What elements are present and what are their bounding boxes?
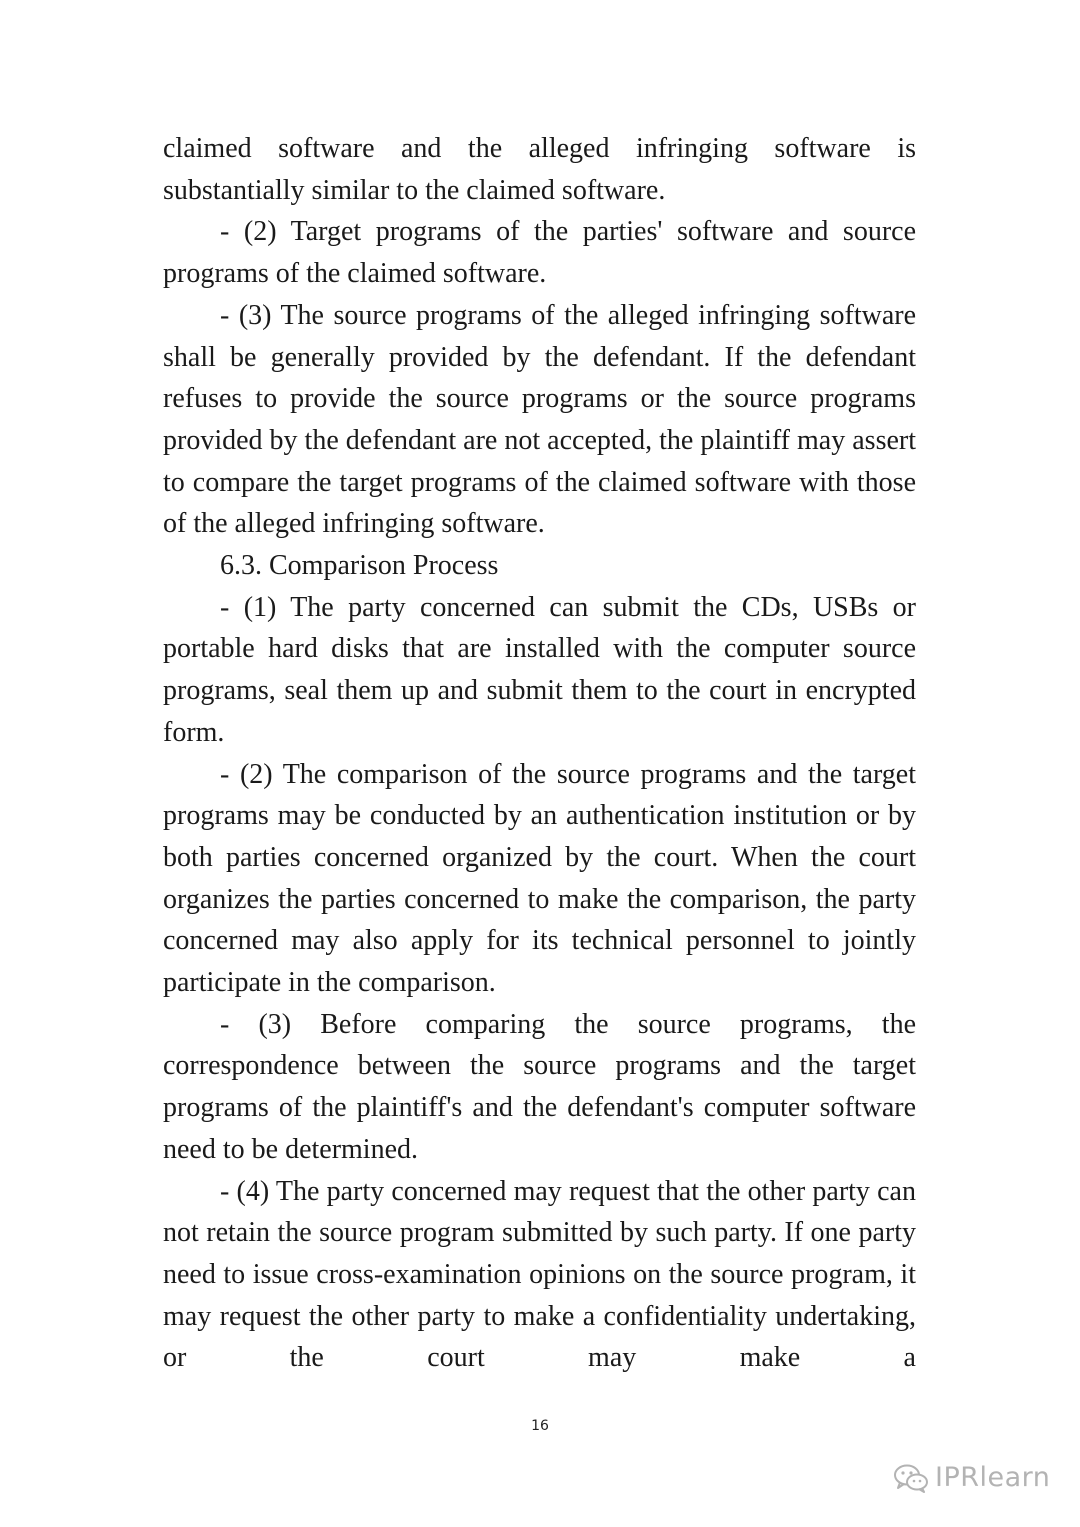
page-number: 16	[531, 1418, 549, 1434]
watermark-text: IPRlearn	[935, 1462, 1051, 1493]
paragraph-item-2-comparison: - (2) The comparison of the source programs and the target programs may be conducted by an authentication institution or by both parties concerned organized by the court. When the court organizes the parties concerned to make the comparison, the party concerned may also apply for its technical personnel to jointly participate in the comparison.	[163, 758, 916, 999]
wechat-icon	[893, 1463, 929, 1493]
paragraph-item-4-confidentiality: - (4) The party concerned may request that the other party can not retain the source program submitted by such party. If one party need to issue cross-examination opinions on the source program, it may request the other party to make a confidentiality undertaking, or the court may make a	[163, 1175, 916, 1374]
paragraph-item-3-correspondence: - (3) Before comparing the source programs, the correspondence between the source programs and the target programs of the plaintiff's and the defendant's computer software need to be determined.	[163, 1008, 916, 1165]
document-body	[163, 128, 916, 1379]
paragraph-continuation: claimed software and the alleged infringing software is substantially similar to the claimed software.	[163, 133, 916, 206]
section-heading-comparison-process: 6.3. Comparison Process	[220, 550, 499, 582]
paragraph-item-2-target-programs: - (2) Target programs of the parties' software and source programs of the claimed software.	[163, 216, 916, 290]
paragraph-item-3-source-programs: - (3) The source programs of the alleged infringing software shall be generally provided by the defendant. If the defendant refuses to provide the source programs or the source programs provided by the defendant are not accepted, the plaintiff may assert to compare the target programs of the claimed software with those of the alleged infringing software.	[163, 299, 916, 540]
paragraph-item-1-submission: - (1) The party concerned can submit the CDs, USBs or portable hard disks that are installed with the computer source programs, seal them up and submit them to the court in encrypted form.	[163, 591, 916, 748]
watermark	[893, 1462, 1050, 1493]
